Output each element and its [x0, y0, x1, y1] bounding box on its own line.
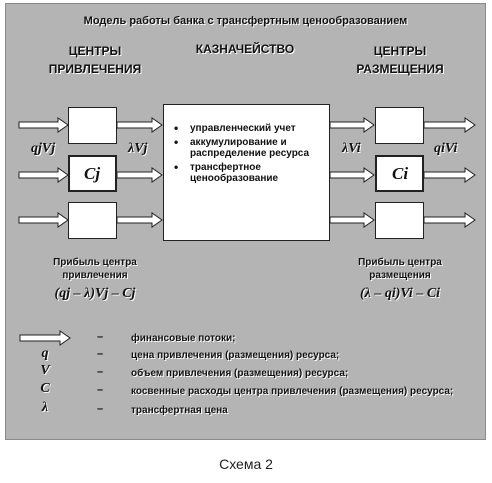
treasury-function-item: • аккумулирование и распределение ресурса	[168, 137, 318, 159]
profit-attraction-formula: (qj – λ)Vj – Cj	[54, 286, 136, 301]
treasury-function-item: • управленческий учет	[168, 123, 318, 134]
legend-text: объем привлечения (размещения) ресурса;	[131, 368, 349, 379]
attraction-center-box-cost	[68, 155, 117, 192]
placement-center-box-cost	[375, 155, 424, 192]
attraction-center-box	[68, 107, 117, 144]
column-header-treasury: КАЗНАЧЕЙСТВО	[195, 42, 295, 56]
flow-arrow	[330, 213, 374, 227]
legend-dash: –	[97, 348, 104, 360]
legend-dash: –	[97, 366, 104, 378]
legend-symbol: q	[41, 346, 49, 361]
legend-dash: –	[97, 384, 104, 396]
flow-arrow	[330, 118, 374, 132]
flow-label-placement-in: λVi	[342, 141, 361, 156]
column-header-attraction: ЦЕНТРЫ ПРИВЛЕЧЕНИЯ	[48, 44, 142, 76]
flow-arrow	[117, 118, 162, 132]
treasury-functions-list	[168, 123, 318, 187]
flow-arrow	[19, 118, 68, 132]
legend-text: финансовые потоки;	[131, 333, 236, 344]
flow-arrow	[424, 213, 475, 227]
profit-attraction-label: Прибыль центра привлечения	[53, 257, 137, 281]
legend-symbol: λ	[41, 400, 49, 415]
flow-arrow	[424, 118, 475, 132]
treasury-function-item: • трансфертное ценообразование	[168, 162, 318, 184]
column-header-placement: ЦЕНТРЫ РАЗМЕЩЕНИЯ	[356, 44, 444, 76]
profit-placement-formula: (λ – qi)Vi – Ci	[359, 286, 441, 301]
flow-arrow	[117, 213, 162, 227]
profit-placement-label: Прибыль центра размещения	[358, 257, 442, 281]
flow-label-attraction-in: qjVj	[31, 141, 56, 156]
legend-text: косвенные расходы центра привлечения (размещения) ресурса;	[131, 386, 454, 397]
placement-center-box	[375, 202, 424, 239]
attraction-center-box	[68, 202, 117, 239]
flow-label-attraction-out: λVj	[128, 141, 148, 156]
flow-arrow	[330, 168, 374, 182]
flow-arrow	[19, 213, 68, 227]
flow-arrow	[117, 168, 162, 182]
legend-symbol: C	[40, 381, 50, 396]
figure-caption: Схема 2	[219, 456, 273, 472]
legend-dash: –	[97, 331, 104, 343]
treasury-box	[163, 104, 330, 241]
placement-cost-label: Ci	[392, 164, 409, 183]
flow-arrow	[424, 168, 475, 182]
legend-symbol: V	[40, 363, 50, 378]
diagram-title: Модель работы банка с трансфертным ценообразованием	[83, 15, 408, 27]
legend-text: трансфертная цена	[131, 405, 228, 416]
flow-label-placement-out: qiVi	[434, 141, 458, 156]
placement-center-box	[375, 107, 424, 144]
legend-dash: –	[97, 403, 104, 415]
flow-arrow	[19, 168, 68, 182]
attraction-cost-label: Cj	[84, 164, 101, 183]
legend-text: цена привлечения (размещения) ресурса;	[131, 350, 340, 361]
legend-arrow-icon	[20, 331, 70, 345]
